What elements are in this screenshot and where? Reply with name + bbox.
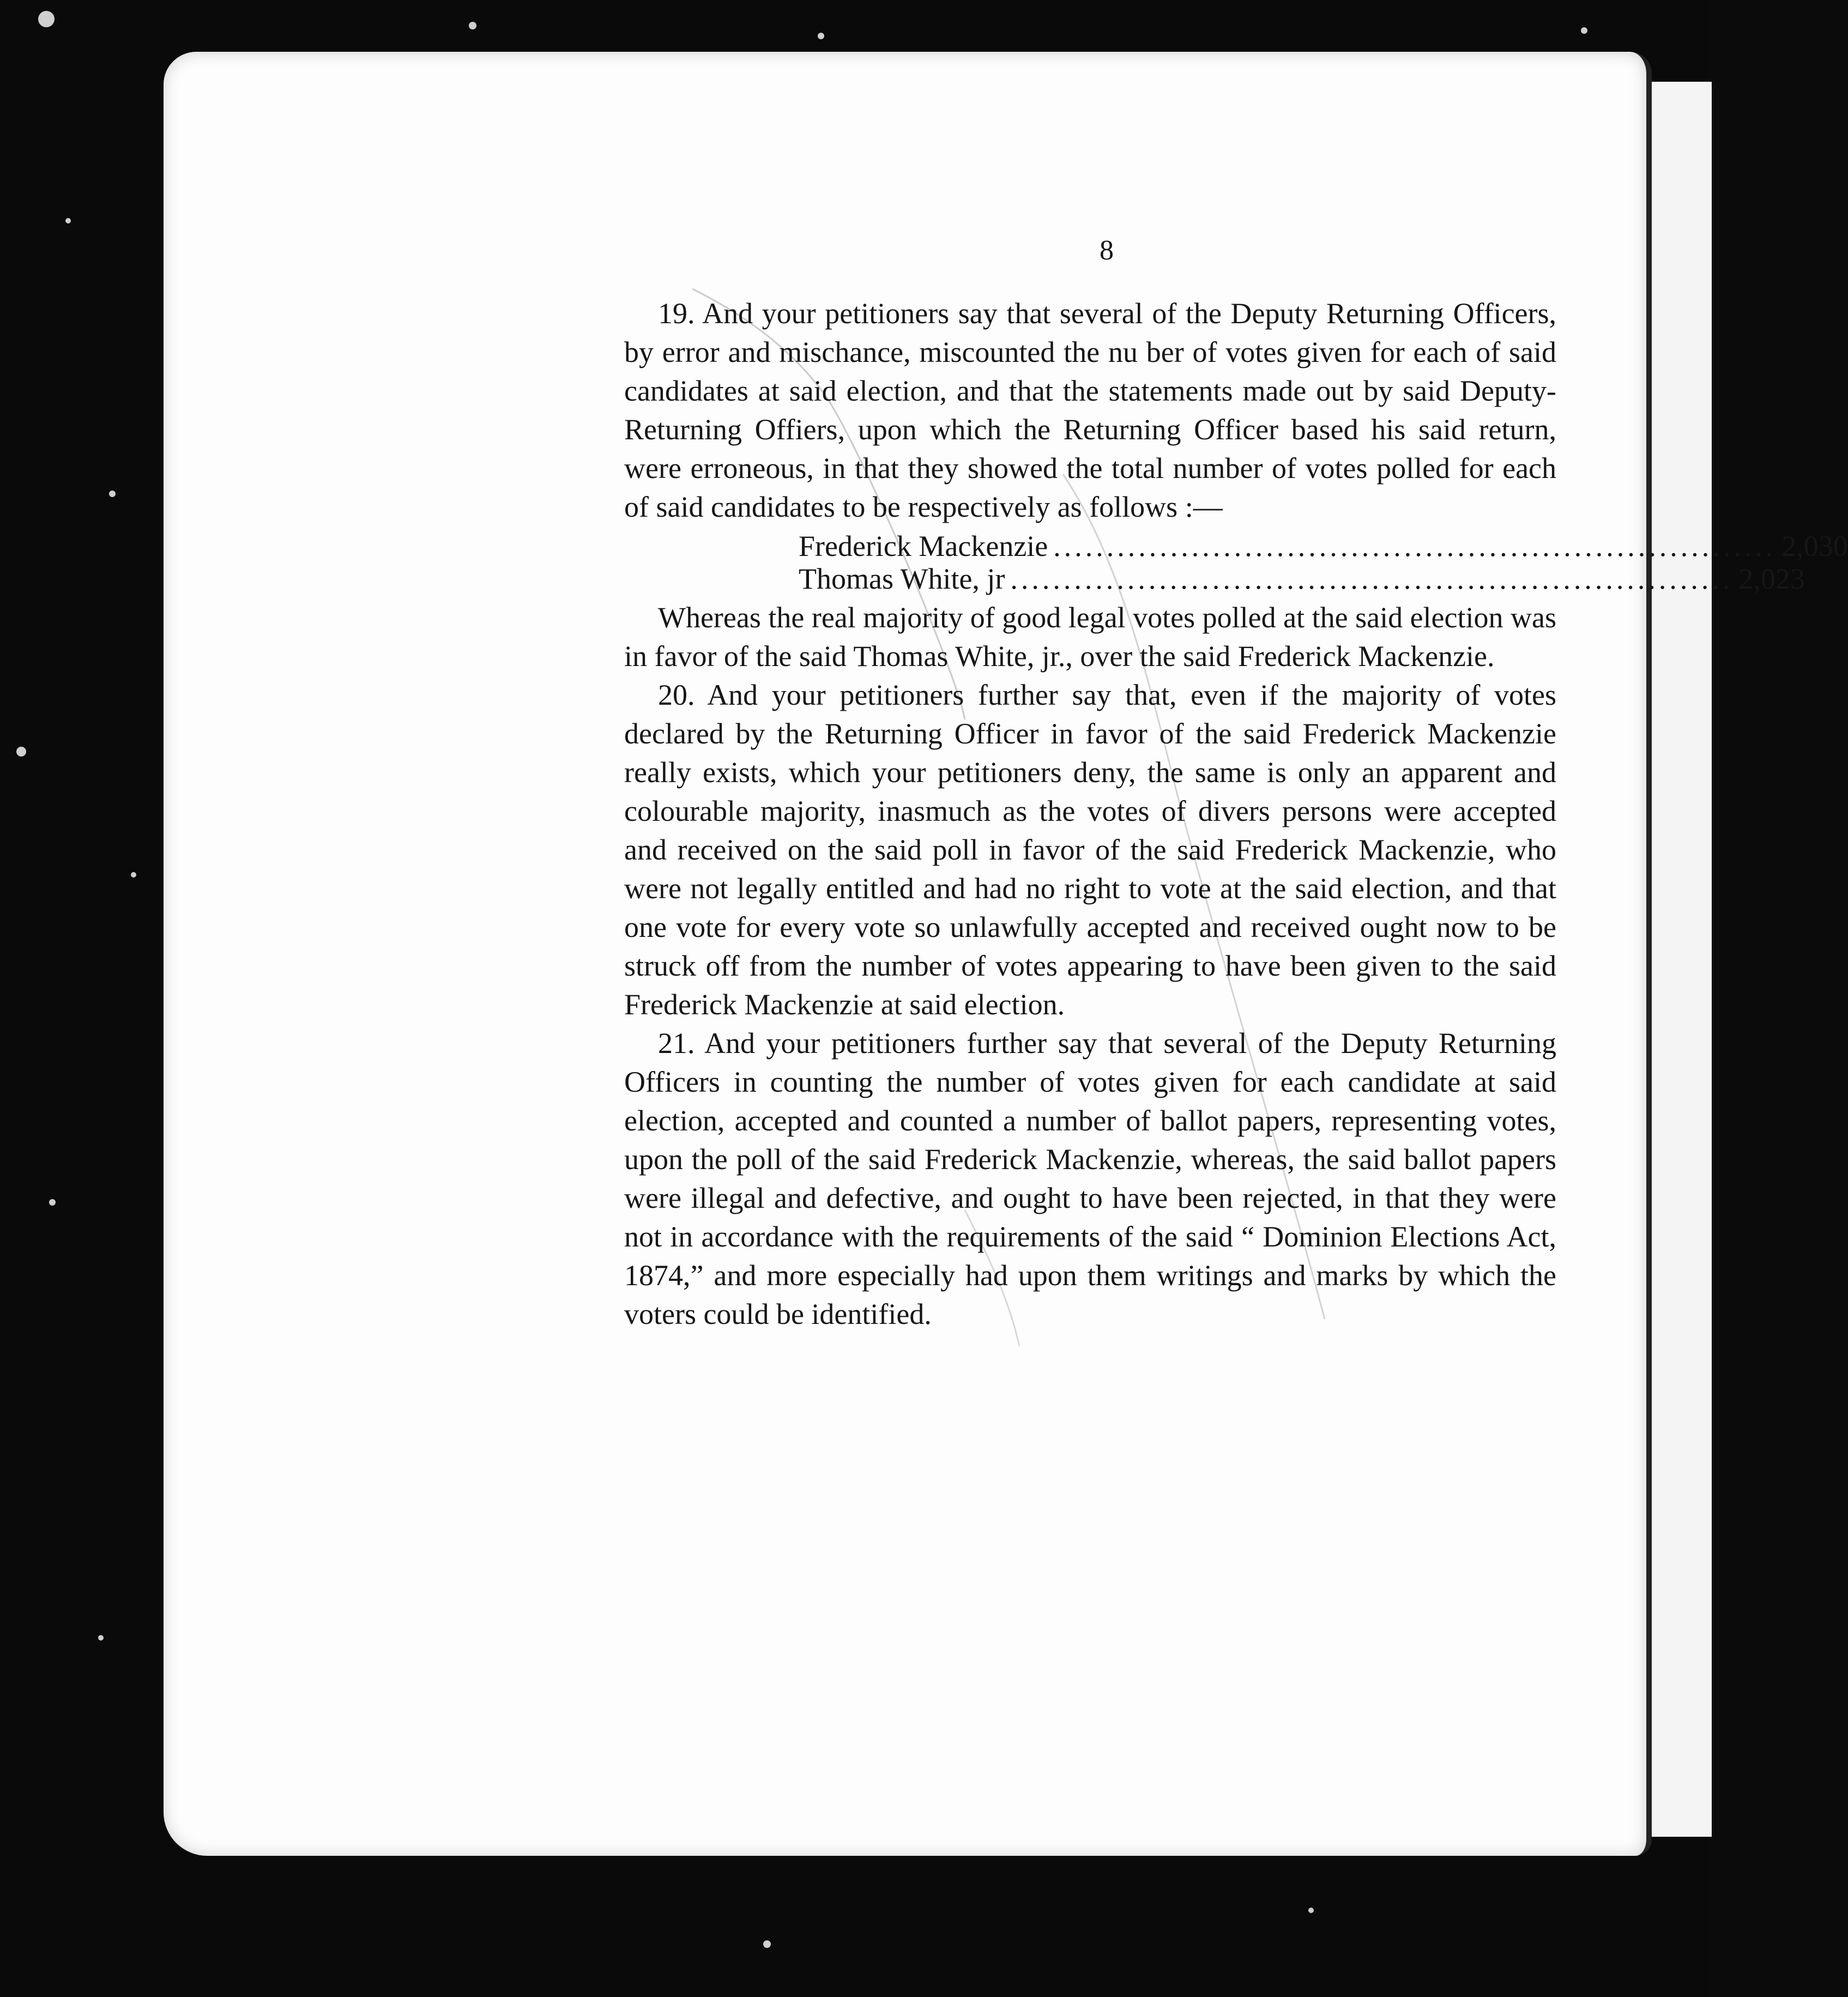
dust-speck (98, 1635, 104, 1641)
candidate-name: Thomas White, jr (799, 562, 1005, 595)
dust-speck (38, 11, 55, 27)
dust-speck (109, 491, 116, 497)
dust-speck (16, 747, 26, 757)
page-number: 8 (1100, 235, 1114, 266)
candidate-name: Frederick Mackenzie (799, 530, 1048, 562)
paragraph-19: 19. And your petitioners say that several of the Deputy Returning Officers, by error and mischance, miscounted the nu ber of votes given for each of said candidates at said election, and that the statements made out by said Deputy-Returning Offiers, upon which the Returning Officer based his said return, were erroneous, in that they showed the total number of votes polled for each of said candidates to be respectively as follows :— (624, 297, 1556, 523)
vote-count: 2,030 (1781, 530, 1848, 562)
dust-speck (818, 33, 824, 39)
vote-count: 2,023 (1738, 562, 1805, 595)
dust-speck (131, 872, 136, 878)
whereas-paragraph: Whereas the real majority of good legal votes polled at the said election was in favor of the said Thomas White, jr., over the said Frederick Mackenzie. (624, 601, 1556, 673)
dust-speck (1308, 1908, 1314, 1913)
vote-table (799, 530, 1848, 595)
vote-row (799, 562, 1805, 595)
leader-dots: .................................................................... (1010, 562, 1734, 595)
leader-dots: .................................................................... (1053, 530, 1777, 562)
dust-speck (65, 218, 71, 223)
petition-text (624, 294, 1848, 1334)
paragraph-20: 20. And your petitioners further say that, even if the majority of votes declared by the Returning Officer in favor of the said Frederick Mackenzie really exists, which your petitioners deny, the same is only an apparent and colourable majority, inasmuch as the votes of divers persons were accepted and received on the said poll in favor of the said Frederick Mackenzie, who were not legally entitled and had no right to vote at the said election, and that one vote for every vote so unlawfully accepted and received ought now to be struck off from the number of votes appearing to have been given to the said Frederick Mackenzie at said election. (624, 679, 1556, 1021)
vote-row (799, 530, 1848, 562)
dust-speck (763, 1940, 771, 1948)
dust-speck (1581, 27, 1587, 34)
dust-speck (49, 1199, 56, 1206)
paragraph-21: 21. And your petitioners further say that several of the Deputy Returning Officers in counting the number of votes given for each candidate at said election, accepted and counted a number of ballot papers, representing votes, upon the poll of the said Frederick Mackenzie, whereas, the said ballot papers were illegal and defective, and ought to have been rejected, in that they were not in accordance with the requirements of the said “ Dominion Elections Act, 1874,” and more especially had upon them writings and marks by which the voters could be identified. (624, 1027, 1556, 1330)
dust-speck (469, 22, 476, 29)
